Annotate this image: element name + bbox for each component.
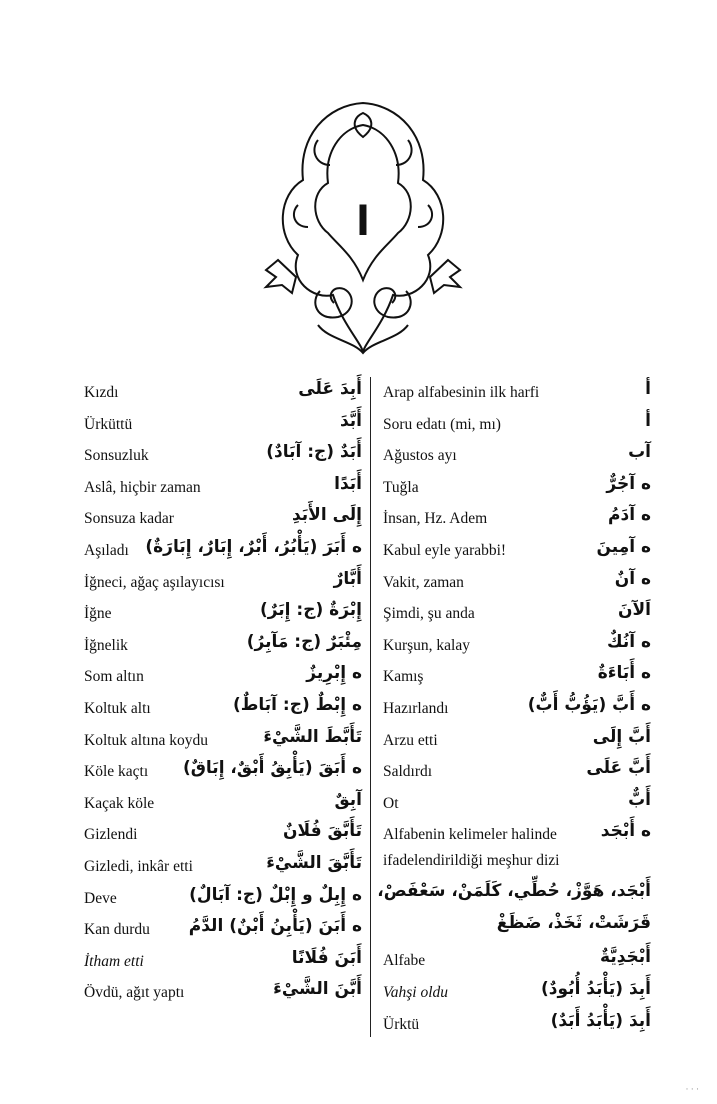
page-marks: · · ·	[685, 1084, 699, 1094]
turkish-meaning: Ot	[383, 794, 399, 812]
arabic-headword: ه آنُكٌ	[607, 631, 651, 652]
abjad-sequence-line1: أَبْجَد، هَوَّزْ، حُطِّي، كَلَمَنْ، سَعْفَصْ،	[377, 881, 651, 902]
turkish-meaning: Arap alfabesinin ilk harfi	[383, 384, 540, 401]
turkish-meaning: Kurşun, kalay	[383, 636, 470, 654]
turkish-meaning: Soru edatı (mi, mı)	[383, 415, 501, 433]
dictionary-entry	[383, 757, 651, 789]
arabic-headword: أَبَّ إِلَى	[592, 726, 651, 747]
arabic-headword: ه إِبْطٌ (ج: آبَاطٌ)	[232, 694, 362, 715]
dictionary-entry	[84, 631, 362, 663]
arabic-headword: أَبِدَ (يَأْبَدُ أُبُودٌ)	[541, 978, 651, 999]
arabic-headword: أَبِدَ (يَأْبَدُ أَبَدٌ)	[550, 1010, 651, 1031]
turkish-meaning: Aslâ, hiçbir zaman	[84, 478, 201, 496]
turkish-meaning: İğne	[84, 605, 112, 623]
dictionary-entry	[84, 978, 362, 1010]
arabic-headword: مِئْبَرٌ (ج: مَآبِرُ)	[246, 631, 362, 652]
arabic-headword: ه آدَمُ	[608, 505, 651, 526]
arabic-headword: أ	[645, 410, 651, 431]
turkish-meaning: Ürküttü	[84, 415, 133, 433]
turkish-meaning: Arzu etti	[383, 731, 438, 749]
dictionary-entry	[383, 631, 651, 663]
arabic-headword: أَبَّ عَلَى	[586, 758, 651, 779]
header-letter: ا	[356, 199, 370, 245]
turkish-meaning: Saldırdı	[383, 763, 433, 781]
dictionary-entry	[84, 504, 362, 536]
dictionary-entry	[84, 852, 362, 884]
arabic-headword: ه أَبَقَ (يَأْبِقُ أَبْقٌ، إِبَاقٌ)	[182, 758, 362, 779]
arabic-headword: أَبْجَدِيَّةٌ	[600, 947, 651, 968]
dictionary-entry	[84, 568, 362, 600]
turkish-meaning: Tuğla	[383, 478, 419, 496]
turkish-meaning: Aşıladı	[84, 541, 129, 559]
arabic-headword: أَبٌّ	[628, 789, 651, 810]
turkish-meaning: Vakit, zaman	[383, 573, 464, 591]
dictionary-entry	[383, 441, 651, 473]
arabic-headword: أَبَدٌ (ج: آبَادٌ)	[266, 442, 362, 463]
turkish-meaning: Ürktü	[383, 1015, 420, 1033]
arabic-headword: ه أَبْجَد	[600, 821, 651, 842]
turkish-meaning-cont: ifadelendirildiği meşhur dizi	[383, 852, 560, 870]
turkish-meaning: Sonsuza kadar	[84, 510, 174, 528]
abjad-sequence-line2: قَرَشَتْ، ثَخَذْ، ضَظَغْ	[496, 913, 651, 934]
arabic-headword: ه إِبْرِيزٌ	[306, 663, 362, 684]
dictionary-entry	[383, 1010, 651, 1042]
turkish-meaning: Alfabe	[383, 952, 426, 970]
dictionary-entry	[383, 378, 651, 410]
dictionary-entry	[84, 694, 362, 726]
arabic-headword: تَأَبَّطَ الشَّيْءَ	[263, 726, 362, 747]
arabic-headword: ه إِبِلٌ و إِبْلٌ (ج: آبَالٌ)	[189, 884, 362, 905]
dictionary-entry	[84, 536, 362, 568]
arabic-headword: أَبَدًا	[334, 473, 362, 494]
turkish-meaning: Hazırlandı	[383, 699, 449, 717]
dictionary-entry	[383, 946, 651, 978]
arabic-headword: ه أَبَرَ (يَأْبُرُ، أَبْرٌ، إِبَارٌ، إِبَارَةٌ)	[145, 536, 362, 557]
arabic-headword: ه آنٌ	[614, 568, 651, 589]
dictionary-entry	[383, 694, 651, 726]
turkish-meaning: Koltuk altı	[84, 699, 151, 717]
arabic-headword: ه أَبَنَ (يَأْبِنُ أَبْنٌ) الدَّمُ	[188, 916, 362, 937]
dictionary-entry	[84, 662, 362, 694]
arabic-headword: أَبَّدَ	[339, 410, 362, 431]
arabic-headword: أَبَّارٌ	[333, 568, 362, 589]
left-column	[84, 378, 362, 1010]
turkish-meaning: İnsan, Hz. Adem	[383, 510, 488, 528]
dictionary-entry	[84, 410, 362, 442]
dictionary-entry	[84, 947, 362, 979]
dictionary-entry	[383, 662, 651, 694]
turkish-meaning: İtham etti	[84, 952, 144, 970]
column-divider	[370, 377, 371, 1037]
ornament-header	[258, 95, 468, 357]
turkish-meaning: Övdü, ağıt yaptı	[84, 984, 185, 1002]
arabic-headword: تَأَبَّقَ الشَّيْءَ	[266, 852, 362, 873]
dictionary-entry	[84, 757, 362, 789]
arabic-headword: أَبَنَ فُلَانًا	[291, 947, 362, 968]
turkish-meaning: Şimdi, şu anda	[383, 605, 475, 623]
arabic-headword: أَبِدَ عَلَى	[298, 379, 362, 399]
arabic-headword: إِلَى الأَبَدِ	[291, 505, 362, 526]
turkish-meaning: Kan durdu	[84, 921, 150, 939]
arabic-headword: ه أَبَّ (يَؤُبُّ أَبٌّ)	[527, 694, 651, 715]
right-column	[377, 378, 651, 1041]
turkish-meaning: Kamış	[383, 668, 424, 686]
dictionary-entry	[84, 726, 362, 758]
dictionary-entry	[383, 536, 651, 568]
arabic-headword: ه أَبَاءَةٌ	[597, 663, 651, 684]
dictionary-entry	[383, 599, 651, 631]
dictionary-entry	[84, 820, 362, 852]
dictionary-entry	[383, 504, 651, 536]
dictionary-entry	[84, 789, 362, 821]
arabic-headword: أ	[645, 379, 651, 399]
arabic-headword: آب	[628, 442, 651, 463]
turkish-meaning: Kızdı	[84, 384, 119, 401]
arabic-headword: إِبْرَةٌ (ج: إِبَرٌ)	[259, 600, 362, 621]
dictionary-entry	[84, 473, 362, 505]
turkish-meaning: Gizlendi	[84, 826, 138, 844]
dictionary-entry	[84, 378, 362, 410]
dictionary-entry	[383, 473, 651, 505]
turkish-meaning: İğnelik	[84, 636, 128, 654]
arabic-headword: آبِقٌ	[334, 789, 362, 810]
dictionary-entry	[383, 410, 651, 442]
turkish-meaning: İğneci, ağaç aşılayıcısı	[84, 573, 225, 591]
turkish-meaning: Vahşi oldu	[383, 983, 449, 1001]
turkish-meaning: Gizledi, inkâr etti	[84, 857, 193, 875]
dictionary-entry	[383, 789, 651, 821]
dictionary-entry	[383, 978, 651, 1010]
turkish-meaning: Kaçak köle	[84, 794, 155, 812]
arabic-headword: اَلآنَ	[618, 600, 651, 621]
turkish-meaning: Kabul eyle yarabbi!	[383, 541, 507, 559]
turkish-meaning: Koltuk altına koydu	[84, 731, 208, 749]
dictionary-entry	[84, 915, 362, 947]
turkish-meaning: Sonsuzluk	[84, 447, 149, 465]
turkish-meaning: Köle kaçtı	[84, 763, 149, 781]
turkish-meaning: Deve	[84, 889, 117, 907]
turkish-meaning: Ağustos ayı	[383, 447, 457, 465]
dictionary-entry	[84, 884, 362, 916]
dictionary-entry	[84, 599, 362, 631]
arabic-headword: أَبَّنَ الشَّيْءَ	[273, 979, 362, 1000]
abjad-entry	[377, 820, 651, 946]
dictionary-entry	[383, 726, 651, 758]
dictionary-entry	[84, 441, 362, 473]
dictionary-entry	[383, 568, 651, 600]
turkish-meaning: Alfabenin kelimeler halinde	[383, 826, 557, 844]
arabic-headword: ه آجُرٌّ	[606, 473, 651, 494]
turkish-meaning: Som altın	[84, 668, 144, 686]
arabic-headword: تَأَبَّقَ فُلَانٌ	[283, 821, 362, 842]
arabic-headword: ه آمِينَ	[596, 536, 651, 557]
